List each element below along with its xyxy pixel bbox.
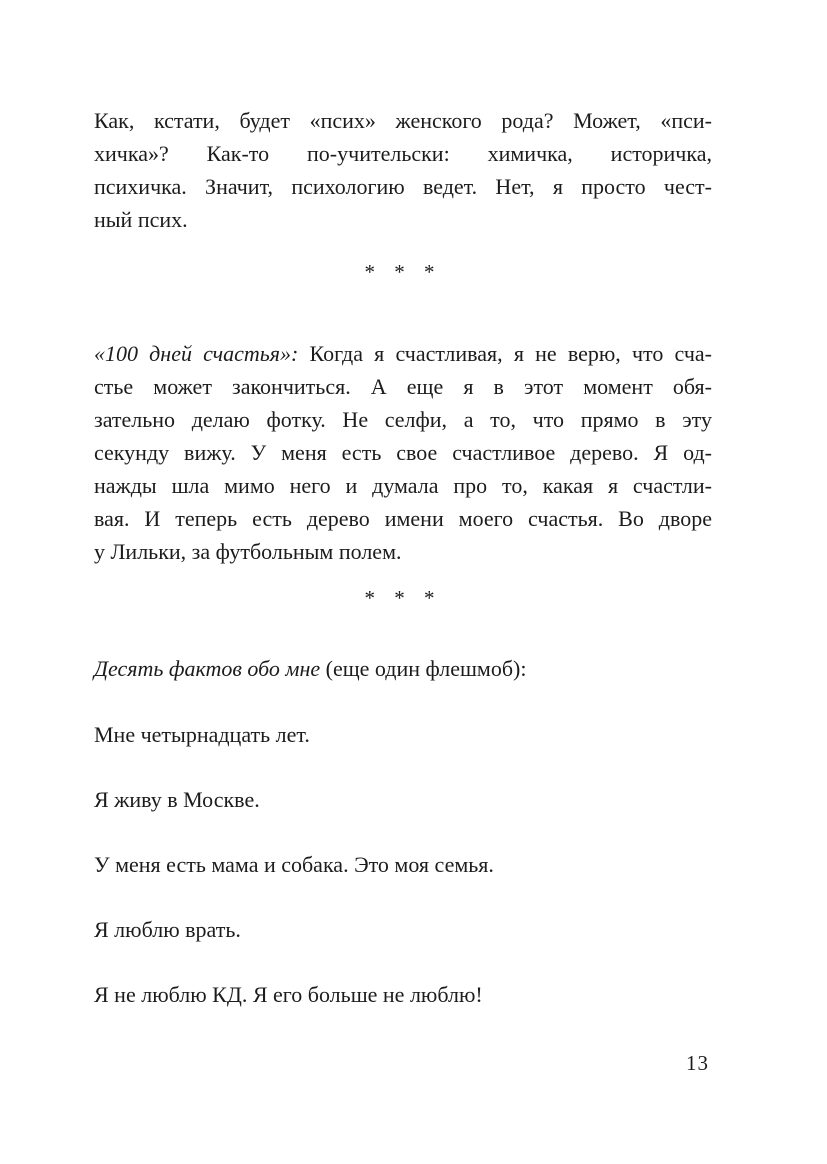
paragraph-line: вая. И теперь есть дерево имени моего счастья. Во дворе [94, 506, 712, 531]
fact-line: Мне четырнадцать лет. [94, 722, 310, 747]
page-number: 13 [686, 1051, 709, 1075]
paragraph-line: зательно делаю фотку. Не селфи, а то, что прямо в эту [94, 407, 712, 432]
fact-line: У меня есть мама и собака. Это моя семья. [94, 852, 494, 877]
section-separator: * * * [364, 260, 442, 284]
text-block [94, 0, 712, 1011]
line-text: Когда я счастливая, я не верю, что сча- [298, 341, 712, 366]
paragraph-line: стье может закончиться. А еще я в этот момент обя- [94, 374, 712, 399]
paragraph-psih [94, 104, 712, 236]
italic-lead: Десять фактов обо мне [94, 656, 321, 681]
italic-lead: «100 дней счастья»: [94, 341, 299, 366]
section-separator: * * * [364, 586, 442, 610]
paragraph-line [94, 337, 712, 370]
paragraph-ten-facts-heading [94, 652, 712, 685]
paragraph-line: Как, кстати, будет «псих» женского рода? Может, «пси- [94, 108, 712, 133]
line-text: (еще один флешмоб): [320, 656, 527, 681]
paragraph-line: нажды шла мимо него и думала про то, какая я счастли- [94, 473, 712, 498]
paragraph-line: ный псих. [94, 207, 188, 232]
paragraph-100-days [94, 337, 712, 568]
fact-line: Я живу в Москве. [94, 787, 260, 812]
paragraph-line: секунду вижу. У меня есть свое счастливое дерево. Я од- [94, 440, 712, 465]
paragraph-line: хичка»? Как-то по-учительски: химичка, историчка, [94, 141, 712, 166]
paragraph-line: у Лильки, за футбольным полем. [94, 539, 402, 564]
fact-line: Я не люблю КД. Я его больше не люблю! [94, 982, 483, 1007]
paragraph-line [94, 652, 712, 685]
fact-line: Я люблю врать. [94, 917, 241, 942]
paragraph-line: психичка. Значит, психологию ведет. Нет, я просто чест- [94, 174, 712, 199]
